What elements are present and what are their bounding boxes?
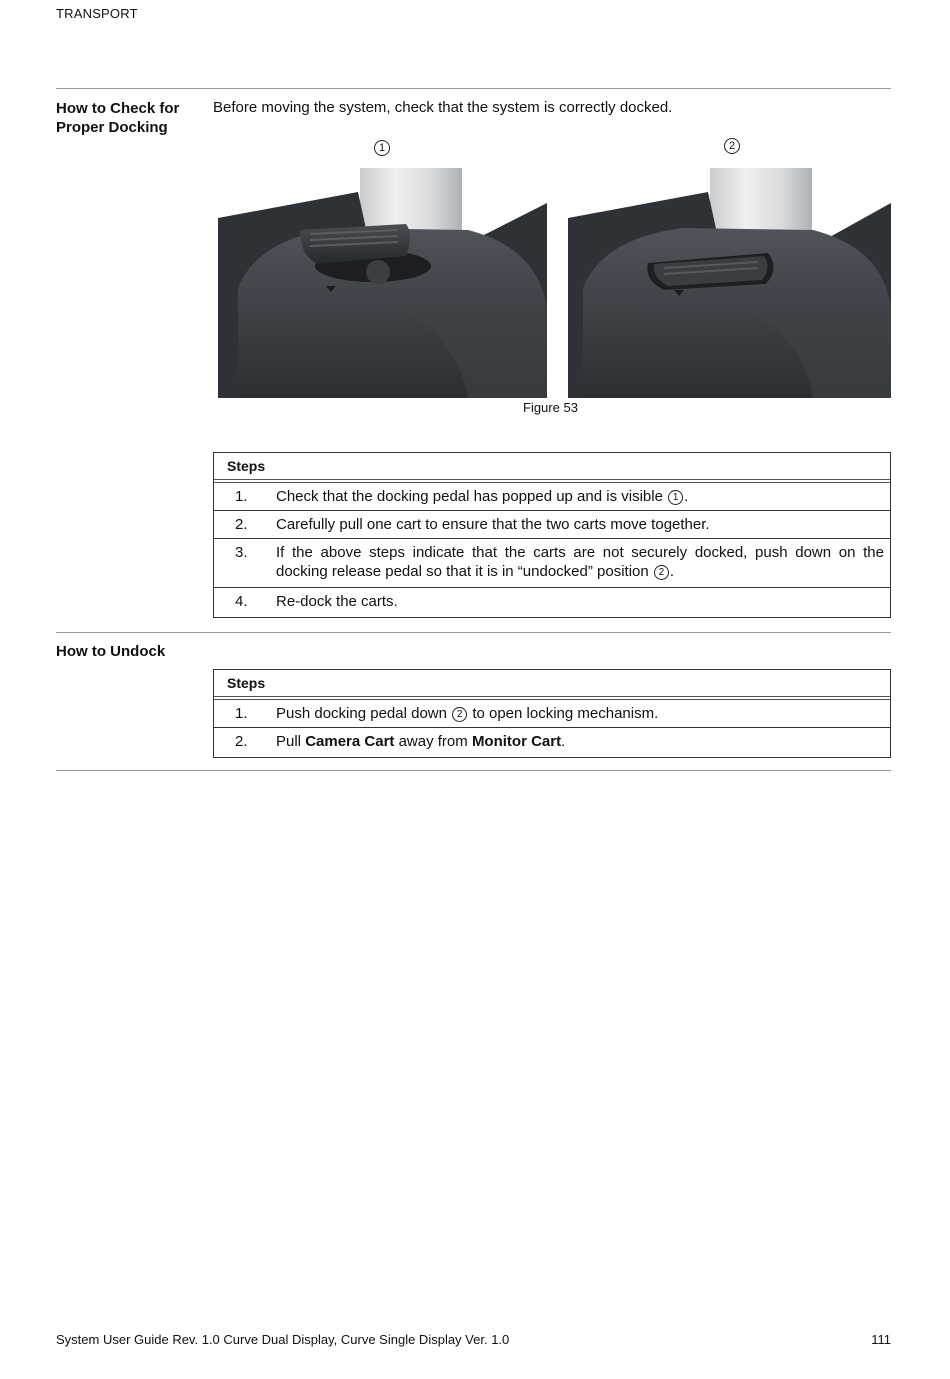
step-number: 2.	[235, 516, 248, 533]
table-row	[214, 588, 890, 617]
step-number: 4.	[235, 593, 248, 610]
step-number: 1.	[235, 488, 248, 505]
figure-callout-1: 1	[374, 140, 390, 156]
section-heading-undock: How to Undock	[56, 643, 166, 660]
docked-pedal-photo	[218, 168, 547, 398]
section-divider	[56, 632, 891, 633]
intro-text: Before moving the system, check that the system is correctly docked.	[213, 99, 673, 116]
step-number: 1.	[235, 705, 248, 722]
running-header: TRANSPORT	[56, 6, 138, 21]
figure-callout-2: 2	[724, 138, 740, 154]
section-heading-check-docking: How to Check for Proper Docking	[56, 100, 180, 136]
step-number: 3.	[235, 544, 248, 561]
inline-callout-2: 2	[654, 565, 669, 580]
step-text: Carefully pull one cart to ensure that the two carts move together.	[276, 516, 710, 533]
footer-document-title: System User Guide Rev. 1.0 Curve Dual Display, Curve Single Display Ver. 1.0	[56, 1332, 510, 1347]
table-row	[214, 511, 890, 539]
section-divider	[56, 88, 891, 89]
figure-caption: Figure 53	[523, 400, 578, 415]
section-divider	[56, 770, 891, 771]
step-text: If the above steps indicate that the carts are not securely docked, push down on the docking release pedal so that it is in “undocked” position 2 .	[276, 544, 884, 580]
step-text: Push docking pedal down 2 to open locking mechanism.	[276, 705, 659, 722]
step-text: Check that the docking pedal has popped up and is visible 1 .	[276, 488, 689, 505]
steps-table-title: Steps	[214, 453, 890, 483]
inline-callout-2: 2	[452, 707, 467, 722]
inline-callout-1: 1	[668, 490, 683, 505]
table-row	[214, 728, 890, 757]
undock-steps-table	[213, 669, 891, 758]
docking-check-steps-table	[213, 452, 891, 618]
table-row	[214, 483, 890, 511]
undocked-pedal-photo	[568, 168, 891, 398]
table-row	[214, 539, 890, 588]
step-number: 2.	[235, 733, 248, 750]
table-row	[214, 700, 890, 728]
step-text: Re-dock the carts.	[276, 593, 398, 610]
page-number: 111	[871, 1332, 891, 1347]
step-text: Pull Camera Cart away from Monitor Cart.	[276, 733, 566, 750]
steps-table-title: Steps	[214, 670, 890, 700]
